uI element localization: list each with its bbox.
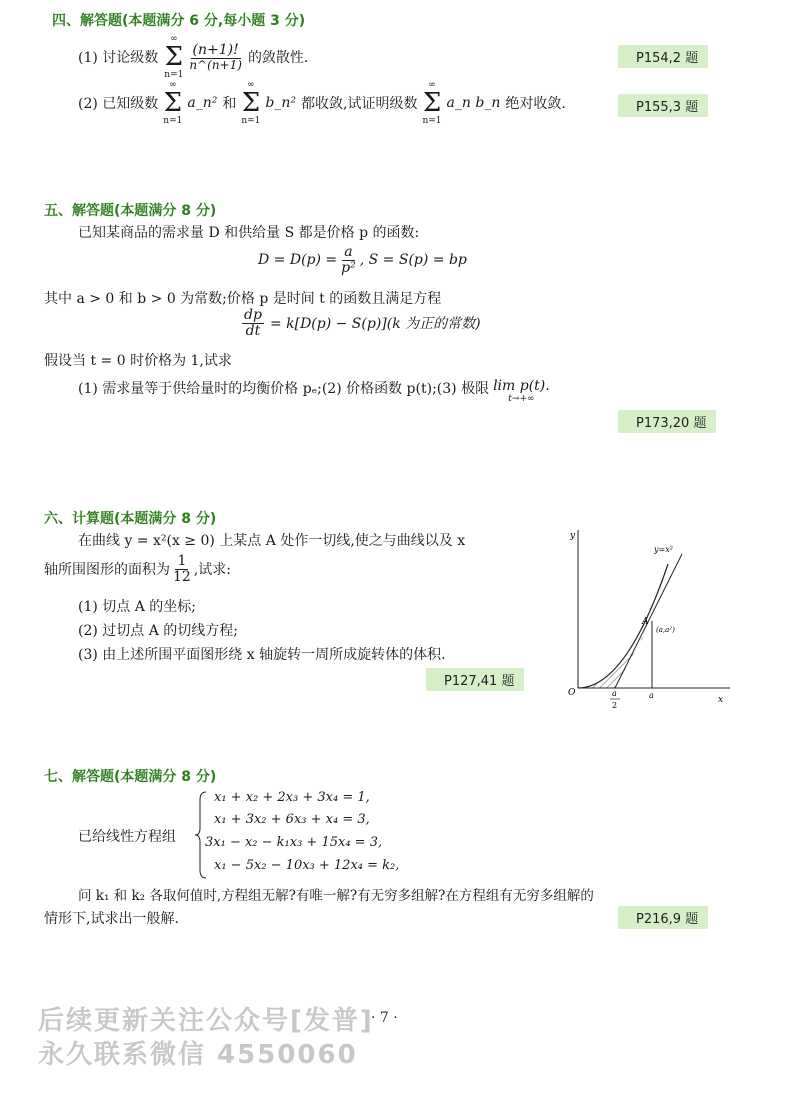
tick-half-a-den: 2 [612, 701, 618, 710]
point-a-label: A [642, 617, 649, 627]
q1-denominator: n^(n+1) [189, 57, 242, 72]
section6-item-1: (1) 切点 A 的坐标; [78, 599, 197, 615]
section6-line2 [44, 554, 231, 584]
section7-lead: 已给线性方程组 [78, 829, 176, 845]
q2-mid: 都收敛,试证明级数 [301, 96, 418, 112]
system-eq-3: 3x₁ − x₂ − k₁x₃ + 15x₄ = 3, [205, 835, 383, 850]
section6-item-3: (3) 由上述所围平面图形绕 x 轴旋转一周所成旋转体的体积. [78, 647, 446, 663]
line2-suffix: ,试求: [193, 562, 231, 579]
watermark-line-2: 永久联系微信 4550060 [38, 1040, 358, 1070]
section5-title: 五、解答题(本题满分 8 分) [44, 203, 217, 219]
tasks-text: (1) 需求量等于供给量时的均衡价格 pₑ;(2) 价格函数 p(t);(3) 极限 [78, 381, 490, 397]
q1-numerator: (n+1)! [192, 41, 239, 58]
section4-q1 [78, 32, 308, 82]
area-numerator: 1 [177, 553, 187, 569]
eq1-right: , S = S(p) = bp [359, 252, 467, 269]
q2-series-ab: a_n b_n [446, 95, 501, 111]
system-eq-1: x₁ + x₂ + 2x₃ + 3x₄ = 1, [214, 790, 370, 805]
eq2-denominator: dt [245, 322, 261, 339]
area-fraction [173, 554, 191, 584]
q2-suffix: 绝对收敛. [505, 96, 566, 112]
page-number: · 7 · [371, 1010, 398, 1026]
q2-series-b: b_n² [265, 95, 297, 111]
q1-prefix: (1) 讨论级数 [78, 50, 159, 66]
section5-condition: 其中 a > 0 和 b > 0 为常数;价格 p 是时间 t 的函数且满足方程 [44, 291, 442, 307]
eq1-fraction [341, 245, 356, 275]
section6-title: 六、计算题(本题满分 8 分) [44, 511, 217, 527]
ref-badge-q1: P154,2 题 [618, 45, 708, 68]
equation-demand-supply [258, 245, 467, 275]
limit-subscript: t→+∞ [508, 394, 535, 404]
eq1-left: D = D(p) = [258, 252, 338, 269]
section5-tasks [78, 378, 550, 404]
sum-symbol-4: ∞ Σ n=1 [422, 80, 442, 126]
point-coord-label: (a,a²) [656, 626, 675, 634]
x-axis-label: x [718, 695, 724, 705]
q2-series-a: a_n² [187, 95, 218, 111]
tick-a-label: a [649, 691, 654, 700]
section7-question-2: 情形下,试求出一般解. [44, 911, 179, 927]
tangent-line [615, 554, 682, 688]
ref-badge-q2: P155,3 题 [618, 94, 708, 117]
eq2-numerator: dp [244, 307, 262, 323]
ref-badge-s5: P173,20 题 [618, 410, 716, 433]
tick-half-a-num: a [612, 689, 617, 698]
q2-prefix: (2) 已知级数 [78, 96, 159, 112]
q2-and: 和 [222, 96, 237, 112]
system-eq-2: x₁ + 3x₂ + 6x₃ + x₄ = 3, [214, 812, 370, 827]
sum-symbol-3: ∞ Σ n=1 [241, 80, 261, 126]
parabola-figure [548, 520, 738, 720]
q1-fraction [189, 43, 242, 71]
origin-label: O [568, 688, 576, 698]
section4-q2 [78, 80, 566, 126]
eq1-denominator: p² [341, 259, 356, 276]
q1-suffix: 的敛散性. [247, 50, 309, 66]
sum-symbol-1: ∞ Σ n=1 [164, 34, 184, 80]
section6-line1: 在曲线 y = x²(x ≥ 0) 上某点 A 处作一切线,使之与曲线以及 x [78, 533, 466, 549]
eq2-fraction [242, 308, 264, 338]
ref-badge-s6: P127,41 题 [426, 668, 524, 691]
ref-badge-s7: P216,9 题 [618, 906, 708, 929]
equation-price-ode [242, 308, 481, 338]
limit-text: lim p(t). [493, 378, 550, 394]
section5-intro: 已知某商品的需求量 D 和供给量 S 都是价格 p 的函数: [78, 225, 420, 241]
section7-title: 七、解答题(本题满分 8 分) [44, 769, 217, 785]
section5-assume: 假设当 t = 0 时价格为 1,试求 [44, 353, 232, 369]
section4-title: 四、解答题(本题满分 6 分,每小题 3 分) [52, 13, 306, 29]
watermark-line-1: 后续更新关注公众号[发普] [38, 1006, 374, 1036]
y-axis-label: y [570, 531, 576, 541]
system-eq-4: x₁ − 5x₂ − 10x₃ + 12x₄ = k₂, [214, 858, 400, 873]
limit-expression [493, 378, 550, 404]
curve-label: y=x² [654, 545, 673, 554]
eq1-numerator: a [344, 244, 353, 260]
section6-item-2: (2) 过切点 A 的切线方程; [78, 623, 239, 639]
line2-prefix: 轴所围图形的面积为 [44, 562, 170, 579]
section7-question-1: 问 k₁ 和 k₂ 各取何值时,方程组无解?有唯一解?有无穷多组解?在方程组有无穷多组解的 [78, 888, 594, 904]
area-denominator: 12 [173, 568, 191, 585]
eq2-right: = k[D(p) − S(p)](k 为正的常数) [269, 316, 481, 333]
sum-symbol-2: ∞ Σ n=1 [163, 80, 183, 126]
